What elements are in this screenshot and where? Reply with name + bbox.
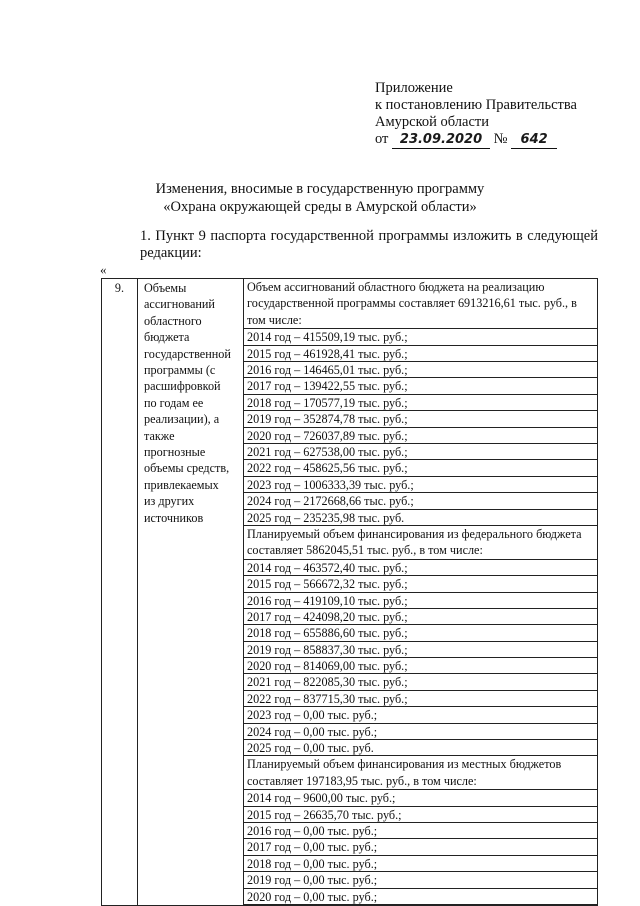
local-intro: Планируемый объем финансирования из местных бюджетов составляет 197183,95 тыс. руб., в том числе: xyxy=(244,756,597,790)
regional-year-line: 2019 год – 352874,78 тыс. руб.; xyxy=(244,411,597,427)
regional-year-line: 2015 год – 461928,41 тыс. руб.; xyxy=(244,346,597,362)
regional-year-line: 2016 год – 146465,01 тыс. руб.; xyxy=(244,362,597,378)
label-line: прогнозные xyxy=(144,445,206,460)
appendix-line-3: Амурской области xyxy=(375,114,489,130)
federal-years-list xyxy=(244,560,597,757)
label-line: программы (с xyxy=(144,363,216,378)
label-line: областного xyxy=(144,313,202,328)
passport-table xyxy=(101,278,598,906)
document-title xyxy=(0,180,640,216)
regional-year-line: 2018 год – 170577,19 тыс. руб.; xyxy=(244,395,597,411)
label-line: привлекаемых xyxy=(144,477,219,492)
number-sign: № xyxy=(493,131,508,147)
federal-year-line: 2022 год – 837715,30 тыс. руб.; xyxy=(244,691,597,707)
row-label xyxy=(138,279,244,906)
row-content xyxy=(244,279,598,906)
handwritten-date: 23.09.2020 xyxy=(392,131,490,149)
label-line: расшифровкой xyxy=(144,379,221,394)
federal-intro: Планируемый объем финансирования из федерального бюджета составляет 5862045,51 тыс. руб., в том числе: xyxy=(244,526,597,560)
federal-year-line: 2014 год – 463572,40 тыс. руб.; xyxy=(244,560,597,576)
title-line-1: Изменения, вносимые в государственную программу xyxy=(155,181,485,197)
local-year-line: 2017 год – 0,00 тыс. руб.; xyxy=(244,839,597,855)
table-row xyxy=(102,279,598,906)
handwritten-number: 642 xyxy=(511,131,557,149)
federal-year-line: 2015 год – 566672,32 тыс. руб.; xyxy=(244,576,597,592)
regional-year-line: 2022 год – 458625,56 тыс. руб.; xyxy=(244,460,597,476)
regional-year-line: 2025 год – 235235,98 тыс. руб. xyxy=(244,510,597,526)
local-year-line: 2014 год – 9600,00 тыс. руб.; xyxy=(244,790,597,806)
regional-year-line: 2017 год – 139422,55 тыс. руб.; xyxy=(244,378,597,394)
row-number: 9. xyxy=(102,279,138,906)
local-year-line: 2016 год – 0,00 тыс. руб.; xyxy=(244,823,597,839)
label-line: Объемы xyxy=(144,281,187,295)
amendment-text: 1. Пункт 9 паспорта государственной программы изложить в следующей редакции: xyxy=(140,228,598,261)
regional-year-line: 2020 год – 726037,89 тыс. руб.; xyxy=(244,428,597,444)
local-year-line: 2015 год – 26635,70 тыс. руб.; xyxy=(244,807,597,823)
regional-year-line: 2014 год – 415509,19 тыс. руб.; xyxy=(244,329,597,345)
appendix-line-2: к постановлению Правительства xyxy=(375,97,577,113)
appendix-date-line xyxy=(375,131,577,149)
federal-year-line: 2020 год – 814069,00 тыс. руб.; xyxy=(244,658,597,674)
federal-year-line: 2024 год – 0,00 тыс. руб.; xyxy=(244,724,597,740)
label-line: государственной xyxy=(144,346,231,361)
federal-year-line: 2017 год – 424098,20 тыс. руб.; xyxy=(244,609,597,625)
federal-year-line: 2018 год – 655886,60 тыс. руб.; xyxy=(244,625,597,641)
federal-year-line: 2021 год – 822085,30 тыс. руб.; xyxy=(244,674,597,690)
label-line: источников xyxy=(144,510,204,525)
label-line: объемы средств, xyxy=(144,461,230,476)
label-line: реализации), а xyxy=(144,412,220,427)
from-prefix: от xyxy=(375,131,389,147)
federal-year-line: 2025 год – 0,00 тыс. руб. xyxy=(244,740,597,756)
label-line: из других xyxy=(144,494,195,509)
amendment-paragraph xyxy=(100,228,598,262)
row-label-lines xyxy=(144,280,240,526)
opening-quote: « xyxy=(100,262,107,277)
label-line: также xyxy=(144,428,175,443)
local-year-line: 2019 год – 0,00 тыс. руб.; xyxy=(244,872,597,888)
label-line: бюджета xyxy=(144,330,190,345)
local-year-line: 2018 год – 0,00 тыс. руб.; xyxy=(244,856,597,872)
title-line-2: «Охрана окружающей среды в Амурской области» xyxy=(163,199,477,215)
federal-year-line: 2019 год – 858837,30 тыс. руб.; xyxy=(244,642,597,658)
regional-year-line: 2023 год – 1006333,39 тыс. руб.; xyxy=(244,477,597,493)
local-year-line: 2020 год – 0,00 тыс. руб.; xyxy=(244,889,597,905)
local-years-list xyxy=(244,790,597,905)
regional-years-list xyxy=(244,329,597,526)
label-line: по годам ее xyxy=(144,395,204,410)
appendix-line-1: Приложение xyxy=(375,80,453,96)
regional-year-line: 2021 год – 627538,00 тыс. руб.; xyxy=(244,444,597,460)
label-line: ассигнований xyxy=(144,297,215,312)
regional-year-line: 2024 год – 2172668,66 тыс. руб.; xyxy=(244,493,597,509)
regional-intro: Объем ассигнований областного бюджета на реализацию государственной программы составляет 6913216,61 тыс. руб., в том числе: xyxy=(244,279,597,329)
federal-year-line: 2023 год – 0,00 тыс. руб.; xyxy=(244,707,597,723)
federal-year-line: 2016 год – 419109,10 тыс. руб.; xyxy=(244,593,597,609)
appendix-block xyxy=(375,80,577,149)
